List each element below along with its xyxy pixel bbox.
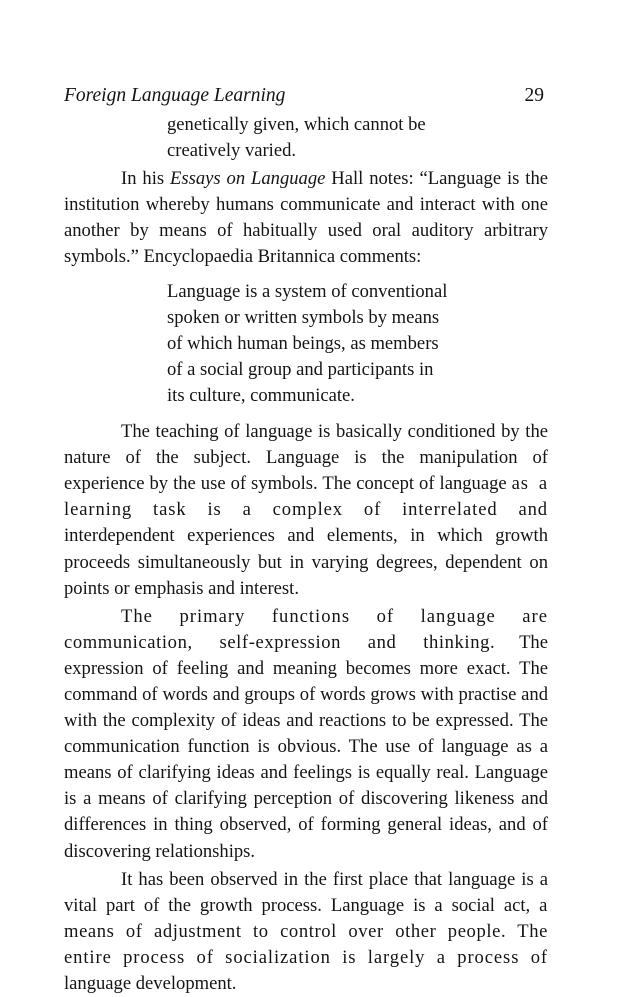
paragraph-text: The teaching of language is basically conditioned by the nature of the subject. Language is the manipulation of experience by the use of symbols. The concept of language	[64, 421, 548, 495]
quote-line: Language is a system of conventional	[167, 280, 448, 302]
paragraph-text: entire process of socialization is largely a process of	[64, 946, 548, 968]
running-head	[64, 82, 544, 110]
paragraph-text: Hall notes: “Language is the institution whereby humans communicate and interact with one another by means of habitually used oral auditory arbitrary symbols.” Encyclopaedia Britannica comments:	[64, 168, 549, 268]
paragraph-hall-definition	[64, 166, 548, 270]
quote-line: genetically given, which cannot be	[167, 114, 426, 135]
paragraph-text: language development.	[64, 973, 237, 994]
paragraph-text: communication, self-expression and thinking.	[64, 631, 496, 653]
paragraph-growth-process	[64, 867, 548, 997]
quote-line: spoken or written symbols by means	[167, 306, 440, 328]
page-number: 29	[524, 85, 544, 106]
body-text	[64, 112, 548, 997]
quote-line: of which human beings, as members	[167, 332, 439, 354]
paragraph-teaching-of-language	[64, 419, 548, 602]
paragraph-text: It has been observed in the first place that language is a vital part of the growth process. Language is a social act,	[64, 868, 548, 916]
book-title: Essays on Language	[170, 168, 326, 190]
quote-line: of a social group and participants in	[167, 358, 434, 380]
paragraph-text: The primary functions of language are	[121, 605, 548, 627]
paragraph-text: The expression of feeling and meaning becomes more exact. The command of words and groups of words grows with practise and with the complexity of ideas and reactions to be expressed. The communication function is obvious. The use of language as a means of clarifying ideas and feelings is equally real. Language is a means of clarifying perception of discovering likeness and differences in thing observed, of forming general ideas, and of discovering relationships.	[64, 631, 548, 862]
quote-line: creatively varied.	[167, 140, 297, 162]
paragraph-text: as a learning task is a complex of interrelated and	[64, 473, 548, 521]
block-quote-continued	[167, 112, 472, 164]
running-title: Foreign Language Learning	[64, 85, 286, 106]
paragraph-text: interdependent experiences and elements, in which growth proceeds simultaneously but in varying degrees, dependent on points or emphasis and interest.	[64, 525, 548, 599]
quote-line: its culture, communicate.	[167, 384, 355, 406]
paragraph-primary-functions	[64, 604, 548, 865]
paragraph-text: In his	[121, 168, 170, 190]
paragraph-text: a means of adjustment to control over other people. The	[64, 894, 548, 942]
block-quote-britannica	[167, 279, 472, 409]
